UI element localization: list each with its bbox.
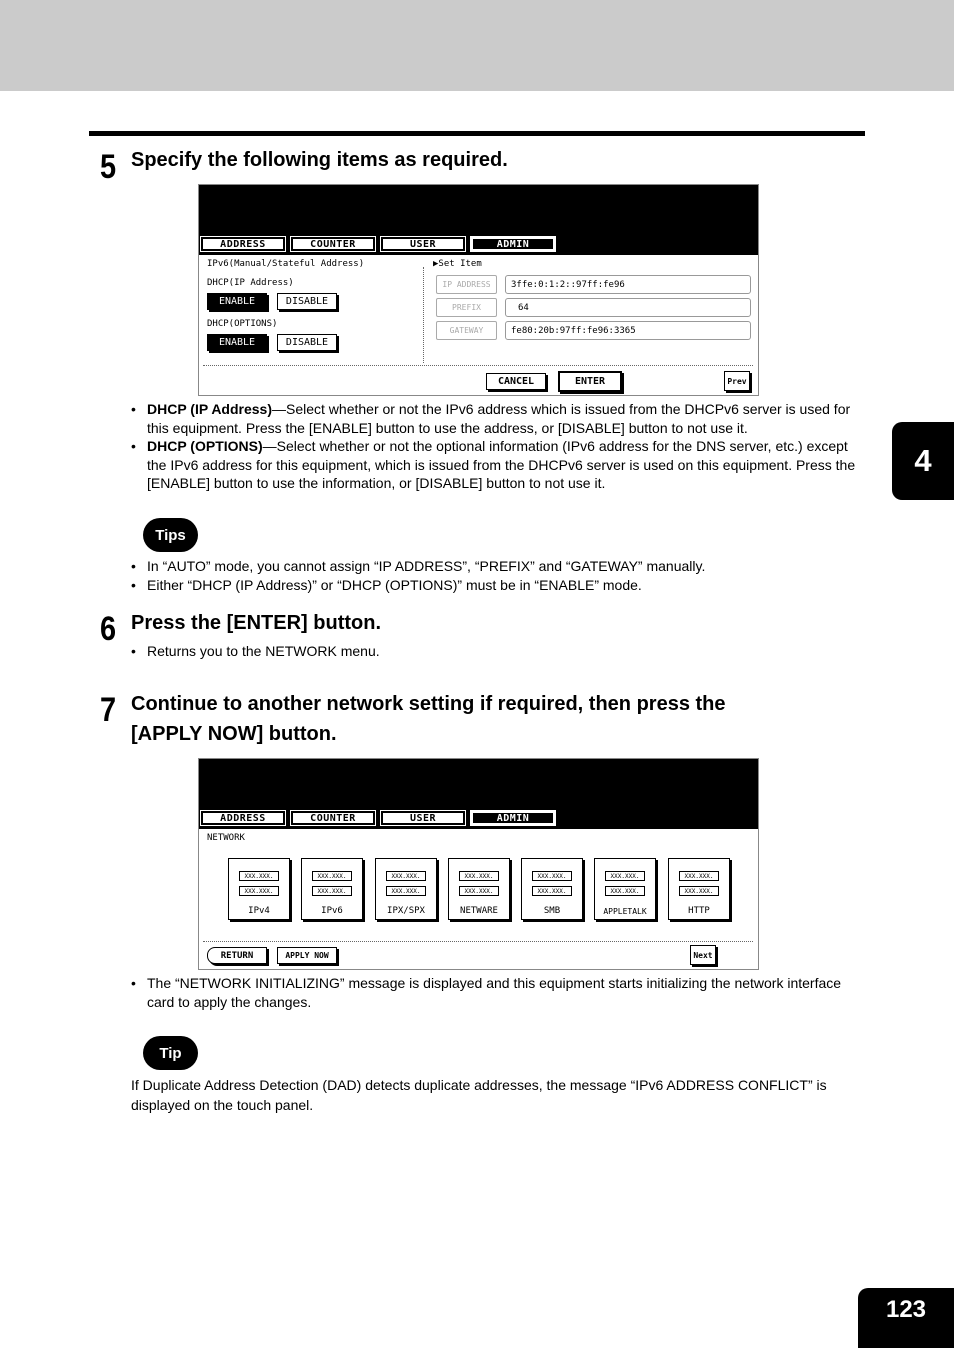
prev-button[interactable]: Prev	[724, 371, 750, 391]
mini-field: XXX.XXX.	[532, 871, 572, 881]
dhcp-ip-disable-button[interactable]: DISABLE	[277, 293, 337, 310]
mini-field: XXX.XXX.	[312, 871, 352, 881]
tab-user[interactable]: USER	[381, 811, 465, 825]
tab-counter[interactable]: COUNTER	[291, 237, 375, 251]
mini-field: XXX.XXX.	[386, 886, 426, 896]
header-band	[0, 0, 954, 91]
button-label: APPLETALK	[603, 907, 647, 916]
button-label: HTTP	[688, 906, 710, 916]
page-number-tab	[858, 1288, 954, 1348]
mini-field: XXX.XXX.	[239, 871, 279, 881]
screen-heading: IPv6(Manual/Stateful Address)	[207, 259, 365, 269]
cancel-button[interactable]: CANCEL	[486, 373, 546, 390]
mini-field: XXX.XXX.	[532, 886, 572, 896]
ipv4-button[interactable]	[228, 858, 290, 920]
mini-field: XXX.XXX.	[605, 871, 645, 881]
tip-badge: Tip	[143, 1036, 198, 1070]
appletalk-button[interactable]	[594, 858, 656, 920]
step-6-bullets	[131, 642, 863, 661]
screen-tabs	[201, 237, 555, 251]
dhcp-options-label: DHCP(OPTIONS)	[207, 319, 278, 329]
step-6-number: 6	[100, 610, 117, 648]
mini-field: XXX.XXX.	[679, 886, 719, 896]
column-divider	[423, 267, 424, 363]
button-label: NETWARE	[460, 906, 498, 916]
footer-divider	[203, 365, 753, 366]
step-7-title-line-1: Continue to another network setting if required, then press the	[131, 693, 726, 715]
ipx-spx-button[interactable]	[375, 858, 437, 920]
network-heading: NETWORK	[207, 833, 245, 843]
tab-user[interactable]: USER	[381, 237, 465, 251]
tab-counter[interactable]: COUNTER	[291, 811, 375, 825]
apply-now-button[interactable]: APPLY NOW	[277, 947, 337, 964]
prefix-label: PREFIX	[436, 298, 497, 317]
bullet-text: —Select whether or not the IPv6 address which is issued from the DHCPv6 server is used for this equipment. Press the [ENABLE] button to use the address, or [DISABLE] button to not use it.	[147, 401, 851, 436]
mini-field: XXX.XXX.	[459, 886, 499, 896]
step-6-title: Press the [ENTER] button.	[131, 612, 382, 634]
tab-address[interactable]: ADDRESS	[201, 237, 285, 251]
mini-field: XXX.XXX.	[605, 886, 645, 896]
footer-divider	[203, 941, 753, 942]
enter-button[interactable]: ENTER	[558, 371, 622, 392]
bullet-term: DHCP (IP Address)	[147, 401, 272, 417]
list-item: • Returns you to the NETWORK menu.	[131, 642, 863, 661]
list-item	[131, 400, 863, 437]
http-button[interactable]	[668, 858, 730, 920]
tips-badge: Tips	[143, 518, 198, 552]
step-7-number: 7	[100, 691, 117, 729]
list-item: • In “AUTO” mode, you cannot assign “IP ADDRESS”, “PREFIX” and “GATEWAY” manually.	[131, 557, 863, 576]
section-rule	[89, 131, 865, 136]
page-number: 123	[885, 1296, 927, 1323]
mini-field: XXX.XXX.	[679, 871, 719, 881]
chapter-number: 4	[914, 443, 932, 478]
button-label: IPv4	[248, 906, 270, 916]
step-5-number: 5	[100, 148, 117, 186]
mini-field: XXX.XXX.	[312, 886, 352, 896]
prefix-field[interactable]: 64	[505, 298, 751, 317]
step-7-title-line-2: [APPLY NOW] button.	[131, 723, 337, 745]
chapter-tab	[892, 422, 954, 500]
button-label: IPv6	[321, 906, 343, 916]
bullet-term: DHCP (OPTIONS)	[147, 438, 263, 454]
button-label: IPX/SPX	[387, 906, 425, 916]
dhcp-ip-label: DHCP(IP Address)	[207, 278, 294, 288]
ip-address-label: IP ADDRESS	[436, 275, 497, 294]
tab-admin[interactable]: ADMIN	[471, 811, 555, 825]
mini-field: XXX.XXX.	[239, 886, 279, 896]
button-label: SMB	[543, 906, 561, 916]
ipv6-button[interactable]	[301, 858, 363, 920]
step-7-bullets	[131, 974, 863, 1011]
dhcp-options-enable-button[interactable]: ENABLE	[207, 334, 267, 351]
list-item: • The “NETWORK INITIALIZING” message is displayed and this equipment starts initializing the network interface card to apply the changes.	[131, 974, 863, 1011]
tip-text: If Duplicate Address Detection (DAD) detects duplicate addresses, the message “IPv6 ADDRESS CONFLICT” is displayed on the touch panel.	[131, 1077, 827, 1113]
list-item: • Either “DHCP (IP Address)” or “DHCP (OPTIONS)” must be in “ENABLE” mode.	[131, 576, 863, 595]
netware-button[interactable]	[448, 858, 510, 920]
tips-list	[131, 557, 863, 594]
dhcp-options-disable-button[interactable]: DISABLE	[277, 334, 337, 351]
gateway-label: GATEWAY	[436, 321, 497, 340]
dhcp-ip-enable-button[interactable]: ENABLE	[207, 293, 267, 310]
tab-address[interactable]: ADDRESS	[201, 811, 285, 825]
smb-button[interactable]	[521, 858, 583, 920]
step-5-title: Specify the following items as required.	[131, 149, 508, 171]
ipv6-settings-screen	[198, 184, 759, 396]
return-button[interactable]: RETURN	[207, 947, 267, 964]
step-5-bullets	[131, 400, 863, 493]
gateway-field[interactable]: fe80:20b:97ff:fe96:3365	[505, 321, 751, 340]
list-item	[131, 437, 863, 493]
mini-field: XXX.XXX.	[386, 871, 426, 881]
ip-address-field[interactable]: 3ffe:0:1:2::97ff:fe96	[505, 275, 751, 294]
network-menu-screen	[198, 758, 759, 970]
next-button[interactable]: Next	[690, 945, 716, 965]
screen-tabs	[201, 811, 555, 825]
bullet-text: —Select whether or not the optional information (IPv6 address for the DNS server, etc.) except the IPv6 address for this equipment, which is issued from the DHCPv6 server is used on this equipment. Press the [ENABLE] button to use the information, or [DISABLE] button to not use it.	[147, 438, 856, 491]
set-item-label: ▶Set Item	[433, 259, 482, 269]
mini-field: XXX.XXX.	[459, 871, 499, 881]
tab-admin[interactable]: ADMIN	[471, 237, 555, 251]
